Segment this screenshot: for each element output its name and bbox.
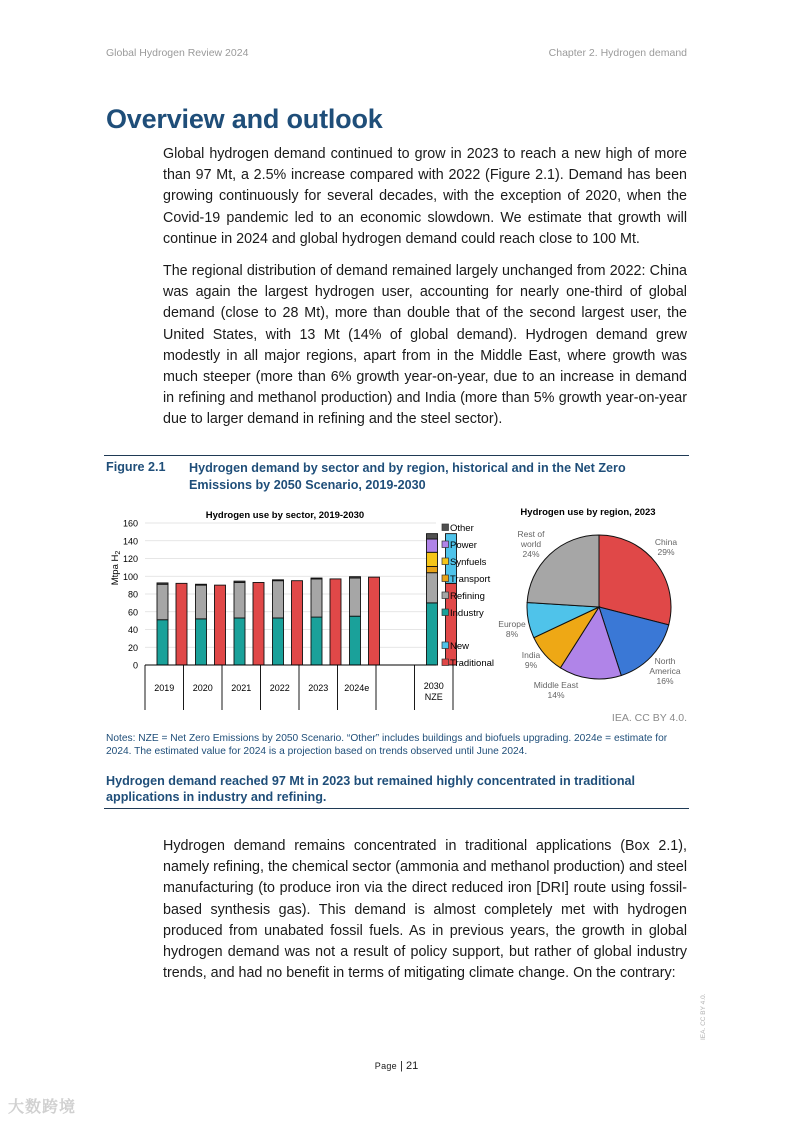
svg-text:2019: 2019 [154, 683, 175, 693]
svg-text:2023: 2023 [308, 683, 329, 693]
svg-text:Refining: Refining [450, 591, 485, 602]
paragraph-1: Global hydrogen demand continued to grow in 2023 to reach a new high of more than 97 Mt, a 2.5% increase compared with 2022 (Figure 2.1). Demand has been growing continuously for several decades, with the exception of 2020, when the Covid-19 pandemic led to an economic slowdown. We estimate that growth will continue in 2024 and global hydrogen demand could reach close to 100 Mt. [163, 146, 687, 247]
running-header-left: Global Hydrogen Review 2024 [106, 47, 249, 59]
page-number [0, 1060, 793, 1072]
svg-text:8%: 8% [505, 629, 519, 639]
figure-notes: Notes: NZE = Net Zero Emissions by 2050 Scenario. “Other” includes buildings and biofuels upgrading. 2024e = estimate for 2024. The estimated value for 2024 is a projection based on trends observed until June 2024. [106, 733, 668, 757]
svg-text:North: North [654, 656, 676, 666]
svg-text:16%: 16% [656, 676, 674, 686]
svg-text:China: China [654, 537, 678, 547]
svg-text:Industry: Industry [450, 608, 484, 619]
svg-text:100: 100 [122, 571, 138, 582]
pie-chart-slices [524, 535, 671, 679]
figure-title: Hydrogen demand by sector and by region, historical and in the Net Zero Emissions by 2050 Scenario, 2019-2030 [189, 461, 626, 492]
svg-text:140: 140 [122, 536, 138, 547]
svg-text:160: 160 [122, 518, 138, 529]
side-credit: IEA. CC BY 4.0. [700, 993, 707, 1040]
svg-text:2020: 2020 [192, 683, 213, 693]
svg-text:Rest of: Rest of [517, 529, 545, 539]
svg-text:14%: 14% [547, 690, 565, 700]
page-separator: | [397, 1060, 406, 1072]
svg-text:NZE: NZE [424, 692, 443, 702]
bar-chart-yticks [123, 519, 138, 671]
figure-top-rule [104, 455, 689, 456]
svg-text:2022: 2022 [269, 683, 290, 693]
svg-text:120: 120 [122, 554, 138, 564]
svg-text:60: 60 [127, 607, 138, 618]
svg-text:Power: Power [450, 540, 477, 551]
bar-chart-grid [145, 523, 436, 647]
svg-text:Middle East: Middle East [533, 680, 579, 690]
svg-text:Europe: Europe [498, 619, 526, 629]
paragraph-3: Hydrogen demand remains concentrated in traditional applications (Box 2.1), namely refining, the chemical sector (ammonia and methanol production) and steel manufacturing (to produce iron via the direct reduced iron [DRI] route using fossil-based synthesis gas). This demand is almost completely met with hydrogen produced from unabated fossil fuels. As in previous years, the growth in global hydrogen demand was not a result of policy support, but rather of global industry trends, and had no benefit in terms of mitigating climate change. On the contrary: [163, 838, 687, 982]
svg-text:20: 20 [127, 642, 138, 653]
running-header-right: Chapter 2. Hydrogen demand [548, 47, 687, 59]
svg-text:Transport: Transport [450, 574, 491, 585]
svg-text:2030: 2030 [423, 681, 444, 691]
svg-text:9%: 9% [524, 660, 538, 670]
region-pie-chart [498, 507, 681, 700]
page-number-value: 21 [405, 1060, 419, 1072]
svg-text:Traditional: Traditional [450, 658, 495, 669]
bar-chart-xaxis [145, 665, 453, 710]
svg-text:Synfuels: Synfuels [450, 557, 487, 568]
figure-takeaway: Hydrogen demand reached 97 Mt in 2023 but remained highly concentrated in traditional applications in industry and refining. [106, 774, 636, 804]
svg-text:India: India [521, 650, 541, 660]
svg-text:New: New [450, 641, 470, 652]
page-prefix: Page [374, 1061, 397, 1071]
svg-text:0: 0 [132, 660, 138, 671]
figure-bottom-rule [104, 808, 689, 809]
bar-chart-ylabel: Mtpa $H_2$ [110, 550, 122, 586]
svg-text:world: world [520, 539, 542, 549]
figure-charts [100, 500, 695, 710]
paragraph-2: The regional distribution of demand remained largely unchanged from 2022: China was again the largest hydrogen user, accounting for nearly one-third of global demand (close to 28 Mt), more than double that of the second largest user, the United States, with 13 Mt (14% of global demand). Hydrogen demand grew modestly in all major regions, apart from in the Middle East, where growth was much steeper (more than 6% growth year-on-year, due to an increase in demand in refining and methanol production) and India (more than 5% growth year-on-year due to larger demand in refining and the steel sector). [163, 263, 687, 428]
figure-credit: IEA. CC BY 4.0. [611, 712, 687, 724]
svg-text:29%: 29% [657, 547, 675, 557]
svg-text:24%: 24% [522, 549, 540, 559]
svg-text:2021: 2021 [231, 683, 252, 693]
svg-text:2024e: 2024e [344, 683, 370, 693]
bar-chart-bars [157, 534, 457, 665]
svg-text:40: 40 [127, 625, 138, 635]
pie-chart-title: Hydrogen use by region, 2023 [520, 507, 656, 518]
svg-text:80: 80 [127, 589, 138, 600]
figure-label: Figure 2.1 [106, 460, 166, 474]
sector-bar-chart [110, 510, 494, 710]
section-title: Overview and outlook [106, 104, 383, 134]
bar-chart-legend [442, 523, 494, 669]
svg-text:America: America [649, 666, 681, 676]
svg-text:Other: Other [450, 523, 474, 534]
bar-chart-title: Hydrogen use by sector, 2019-2030 [205, 510, 365, 521]
watermark: 大数跨境 [8, 1099, 77, 1116]
